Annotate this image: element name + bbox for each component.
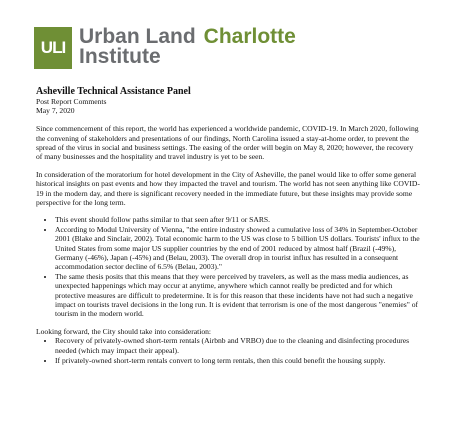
document-body <box>36 86 421 366</box>
insight-item: • The same thesis posits that this means that they were perceived by travelers, as well as the mass media audiences, as unexpected happenings which may occur at anytime, anywhere which cannot really be predicted and for which protective measures are difficult to predetermine. It is for this reason that these incidents have not had such a negative impact on tourists travel decisions in the long run. It is evident that terrorism is one of the most dangerous "enemies" of tourism in the modern world. <box>55 272 421 318</box>
logo-charlotte: Charlotte <box>203 25 296 48</box>
paragraph-looking-forward: Looking forward, the City should take into consideration: <box>36 327 212 337</box>
insight-item: • According to Modul University of Vienna, "the entire industry showed a cumulative loss of 34% in September-October 2001 (Blake and Sinclair, 2002). Total economic harm to the US was close to 5 billion US dollars. Tourists' influx to the United States from some major US supplier countries by the end of 2001 reduced by almost half (Brazil (-49%), Germany (-46%), Japan (-45%) and (Belau, 2003). The overall drop in tourist influx has resulted in a consequent accommodation sector decline of 6.5% (Belau, 2003)." <box>55 225 421 271</box>
paragraph-moratorium: In consideration of the moratorium for hotel development in the City of Asheville, the panel would like to offer some general historical insights on past events and how they impacted the travel and tourism. The world has not seen anything like COVID-19 in the modern day, and there is significant recovery needed in the immediate future, but these insights may provide some perspective for the long term. <box>36 170 420 207</box>
logo-institute: Institute <box>79 45 161 68</box>
uli-logo <box>34 27 296 69</box>
insight-item: • This event should follow paths similar to that seen after 9/11 or SARS. <box>55 215 421 224</box>
paragraph-pandemic: Since commencement of this report, the world has experienced a worldwide pandemic, COVID-19. In March 2020, following the convening of stakeholders and presentations of our findings, North Carolina issued a stay-at-home order, to prevent the spread of the virus in social and business settings. The easing of the order will begin on May 8, 2020; however, the recovery of many businesses and the hospitality and travel industry is yet to be seen. <box>36 124 419 162</box>
document-subtitle: Post Report Comments <box>36 97 107 106</box>
consideration-item: • If privately-owned short-term rentals convert to long term rentals, then this could benefit the housing supply. <box>55 356 421 365</box>
document-date: May 7, 2020 <box>36 106 75 116</box>
logo-wordmark <box>79 27 296 67</box>
logo-urban-land: Urban Land <box>79 25 196 48</box>
consideration-item: • Recovery of privately-owned short-term rentals (Airbnb and VRBO) due to the cleaning and disinfecting procedures needed (which may impact their appeal). <box>55 336 421 354</box>
considerations-list <box>36 336 421 365</box>
insights-list <box>36 215 421 318</box>
uli-logo-mark: ULI <box>34 27 72 69</box>
document-title: Asheville Technical Assistance Panel <box>36 86 191 97</box>
